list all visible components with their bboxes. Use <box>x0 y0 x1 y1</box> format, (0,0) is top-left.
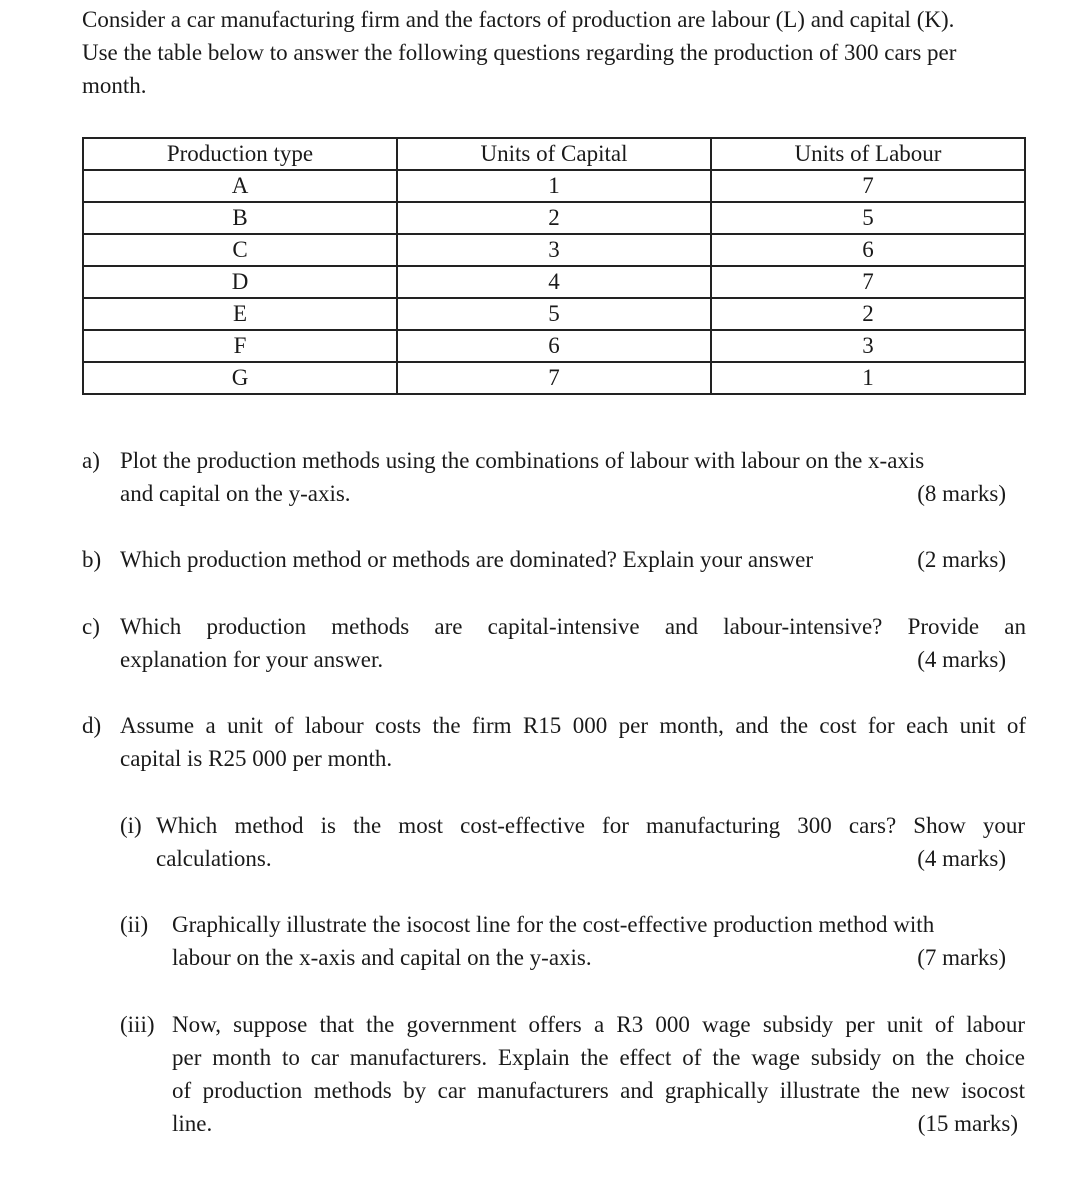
table-row <box>83 202 1025 234</box>
cell-capital: 2 <box>397 202 711 234</box>
question-text: Which production method or methods are dominated? Explain your answer <box>120 547 813 572</box>
question-text: Which production methods are capital-intensive and labour-intensive? Provide an <box>120 614 1026 639</box>
marks-label: (15 marks) <box>917 1111 1018 1136</box>
subquestion-d-ii <box>120 908 1025 974</box>
intro-paragraph <box>82 3 1027 102</box>
question-text: Plot the production methods using the combinations of labour with labour on the x-axis <box>120 448 925 473</box>
subquestion-d-i <box>120 809 1025 875</box>
question-b <box>82 543 1026 576</box>
cell-capital: 1 <box>397 170 711 202</box>
marks-label: (2 marks) <box>917 547 1006 572</box>
cell-labour: 5 <box>711 202 1025 234</box>
header-units-of-labour: Units of Labour <box>711 138 1025 170</box>
marks-label: (8 marks) <box>917 481 1006 506</box>
question-text: capital is R25 000 per month. <box>120 746 393 771</box>
question-d <box>82 709 1026 775</box>
subquestion-label: (i) <box>120 813 142 838</box>
cell-type: C <box>83 234 397 266</box>
question-label: d) <box>82 713 102 738</box>
table-row <box>83 298 1025 330</box>
cell-type: B <box>83 202 397 234</box>
marks-label: (7 marks) <box>917 945 1006 970</box>
subquestion-label: (iii) <box>120 1012 155 1037</box>
intro-line: Consider a car manufacturing firm and the factors of production are labour (L) and capital (K). <box>82 7 955 32</box>
cell-capital: 5 <box>397 298 711 330</box>
question-text: labour on the x-axis and capital on the y-axis. <box>172 945 592 970</box>
marks-label: (4 marks) <box>917 846 1006 871</box>
intro-line: month. <box>82 73 147 98</box>
question-text: and capital on the y-axis. <box>120 481 351 506</box>
question-label: a) <box>82 448 100 473</box>
marks-label: (4 marks) <box>917 647 1006 672</box>
table-row <box>83 330 1025 362</box>
question-text: explanation for your answer. <box>120 647 384 672</box>
table-row <box>83 170 1025 202</box>
cell-labour: 6 <box>711 234 1025 266</box>
question-c <box>82 610 1026 676</box>
question-a <box>82 444 1026 510</box>
question-text: Assume a unit of labour costs the firm R15 000 per month, and the cost for each unit of <box>120 713 1026 738</box>
question-text: Graphically illustrate the isocost line for the cost-effective production method with <box>172 912 935 937</box>
question-label: c) <box>82 614 100 639</box>
table-row <box>83 362 1025 394</box>
table-header-row <box>83 138 1025 170</box>
cell-capital: 4 <box>397 266 711 298</box>
intro-line: Use the table below to answer the following questions regarding the production of 300 cars per <box>82 40 957 65</box>
header-units-of-capital: Units of Capital <box>397 138 711 170</box>
header-production-type: Production type <box>83 138 397 170</box>
subquestion-label: (ii) <box>120 912 149 937</box>
question-text: per month to car manufacturers. Explain the effect of the wage subsidy on the choice <box>172 1045 1025 1070</box>
cell-labour: 3 <box>711 330 1025 362</box>
cell-labour: 1 <box>711 362 1025 394</box>
cell-labour: 2 <box>711 298 1025 330</box>
cell-labour: 7 <box>711 266 1025 298</box>
question-text: of production methods by car manufacturers and graphically illustrate the new isocost <box>172 1078 1025 1103</box>
cell-type: F <box>83 330 397 362</box>
production-table <box>82 137 1026 395</box>
question-text: calculations. <box>156 846 272 871</box>
table-row <box>83 234 1025 266</box>
cell-capital: 3 <box>397 234 711 266</box>
question-text: Now, suppose that the government offers a R3 000 wage subsidy per unit of labour <box>172 1012 1025 1037</box>
cell-capital: 6 <box>397 330 711 362</box>
question-label: b) <box>82 547 102 572</box>
cell-type: A <box>83 170 397 202</box>
cell-type: D <box>83 266 397 298</box>
cell-type: G <box>83 362 397 394</box>
cell-capital: 7 <box>397 362 711 394</box>
question-text: line. <box>172 1111 213 1136</box>
cell-labour: 7 <box>711 170 1025 202</box>
table-row <box>83 266 1025 298</box>
question-text: Which method is the most cost-effective for manufacturing 300 cars? Show your <box>156 813 1025 838</box>
cell-type: E <box>83 298 397 330</box>
subquestion-d-iii <box>120 1008 1025 1140</box>
